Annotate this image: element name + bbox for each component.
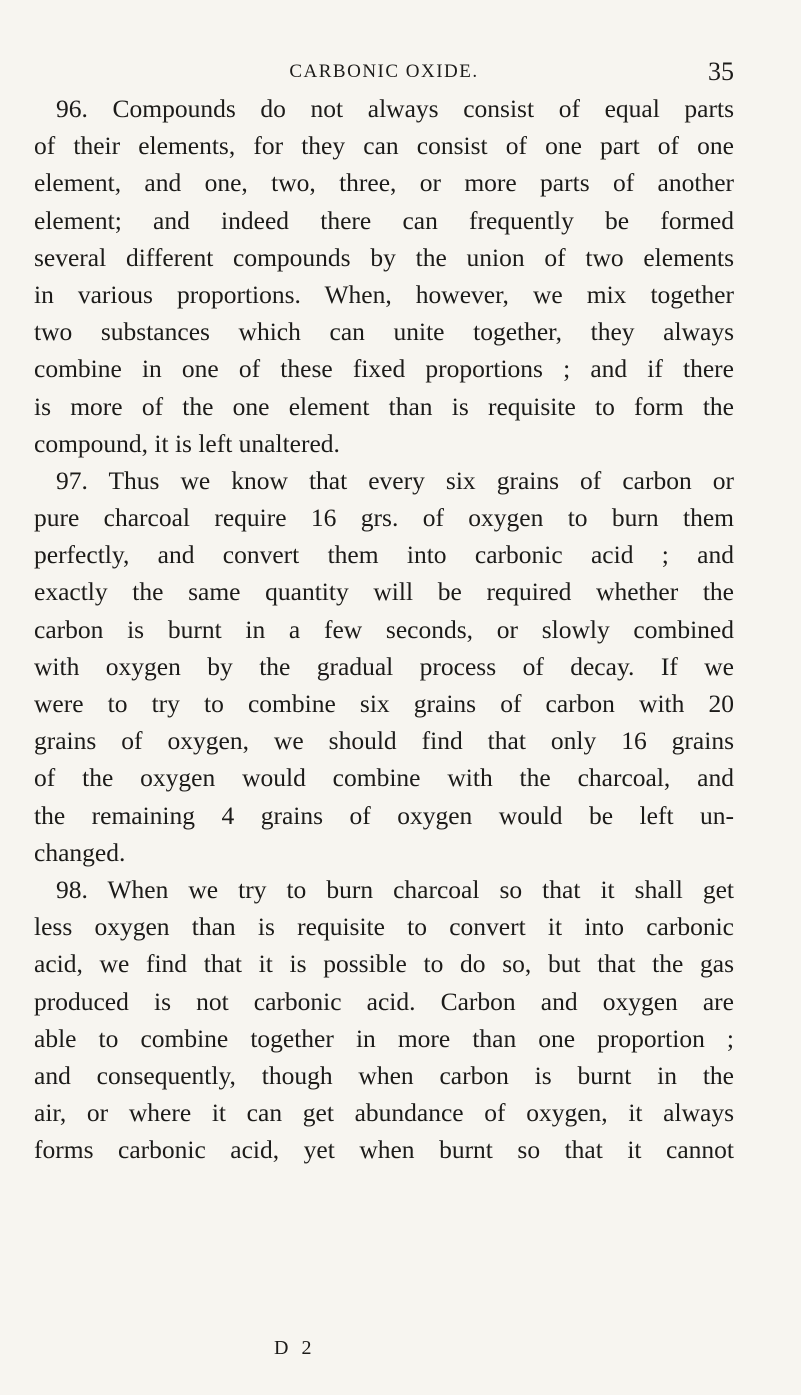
text-line: were to try to combine six grains of carbon with 20 bbox=[34, 689, 734, 718]
text-line: with oxygen by the gradual process of decay. If we bbox=[34, 651, 734, 681]
text-line: compound, it is left unaltered. bbox=[34, 428, 340, 458]
text-line: and consequently, though when carbon is burnt in the bbox=[34, 1060, 734, 1090]
text-line: 97. Thus we know that every six grains of carbon or bbox=[56, 465, 734, 495]
text-line: grains of oxygen, we should find that only 16 grains bbox=[34, 726, 734, 756]
text-line: air, or where it can get abundance of oxygen, it always bbox=[34, 1098, 734, 1128]
text-line: of the oxygen would combine with the charcoal, and bbox=[34, 763, 734, 793]
text-line: changed. bbox=[34, 837, 126, 867]
text-line: produced is not carbonic acid. Carbon and oxygen are bbox=[34, 986, 734, 1016]
signature-mark: D 2 bbox=[274, 1337, 316, 1359]
page-number: 35 bbox=[708, 57, 734, 86]
text-line: pure charcoal require 16 grs. of oxygen to burn them bbox=[34, 503, 734, 533]
text-line: 96. Compounds do not always consist of equal parts bbox=[56, 94, 734, 123]
text-line: element; and indeed there can frequently be formed bbox=[34, 205, 734, 235]
text-line: acid, we find that it is possible to do so, but that the gas bbox=[34, 949, 734, 979]
text-line: is more of the one element than is requisite to form the bbox=[34, 391, 734, 421]
text-line: exactly the same quantity will be required whether the bbox=[34, 577, 734, 607]
text-line: in various proportions. When, however, we mix together bbox=[34, 279, 734, 309]
text-line: carbon is burnt in a few seconds, or slowly combined bbox=[34, 614, 734, 644]
text-line: the remaining 4 grains of oxygen would be left un- bbox=[34, 800, 734, 830]
text-line: forms carbonic acid, yet when burnt so that it cannot bbox=[34, 1135, 734, 1165]
text-line: able to combine together in more than one proportion ; bbox=[34, 1023, 734, 1053]
text-line: less oxygen than is requisite to convert it into carbonic bbox=[34, 912, 734, 942]
text-line: two substances which can unite together, they always bbox=[34, 317, 734, 347]
text-line: 98. When we try to burn charcoal so that it shall get bbox=[56, 874, 734, 904]
running-head bbox=[34, 55, 734, 89]
text-line: combine in one of these fixed proportions ; and if there bbox=[34, 354, 734, 384]
body-text bbox=[34, 90, 734, 1168]
running-title: CARBONIC OXIDE. bbox=[289, 61, 479, 82]
text-line: perfectly, and convert them into carbonic acid ; and bbox=[34, 540, 734, 570]
text-line: of their elements, for they can consist of one part of one bbox=[34, 131, 734, 161]
text-line: element, and one, two, three, or more parts of another bbox=[34, 168, 734, 198]
text-line: several different compounds by the union of two elements bbox=[34, 242, 734, 272]
